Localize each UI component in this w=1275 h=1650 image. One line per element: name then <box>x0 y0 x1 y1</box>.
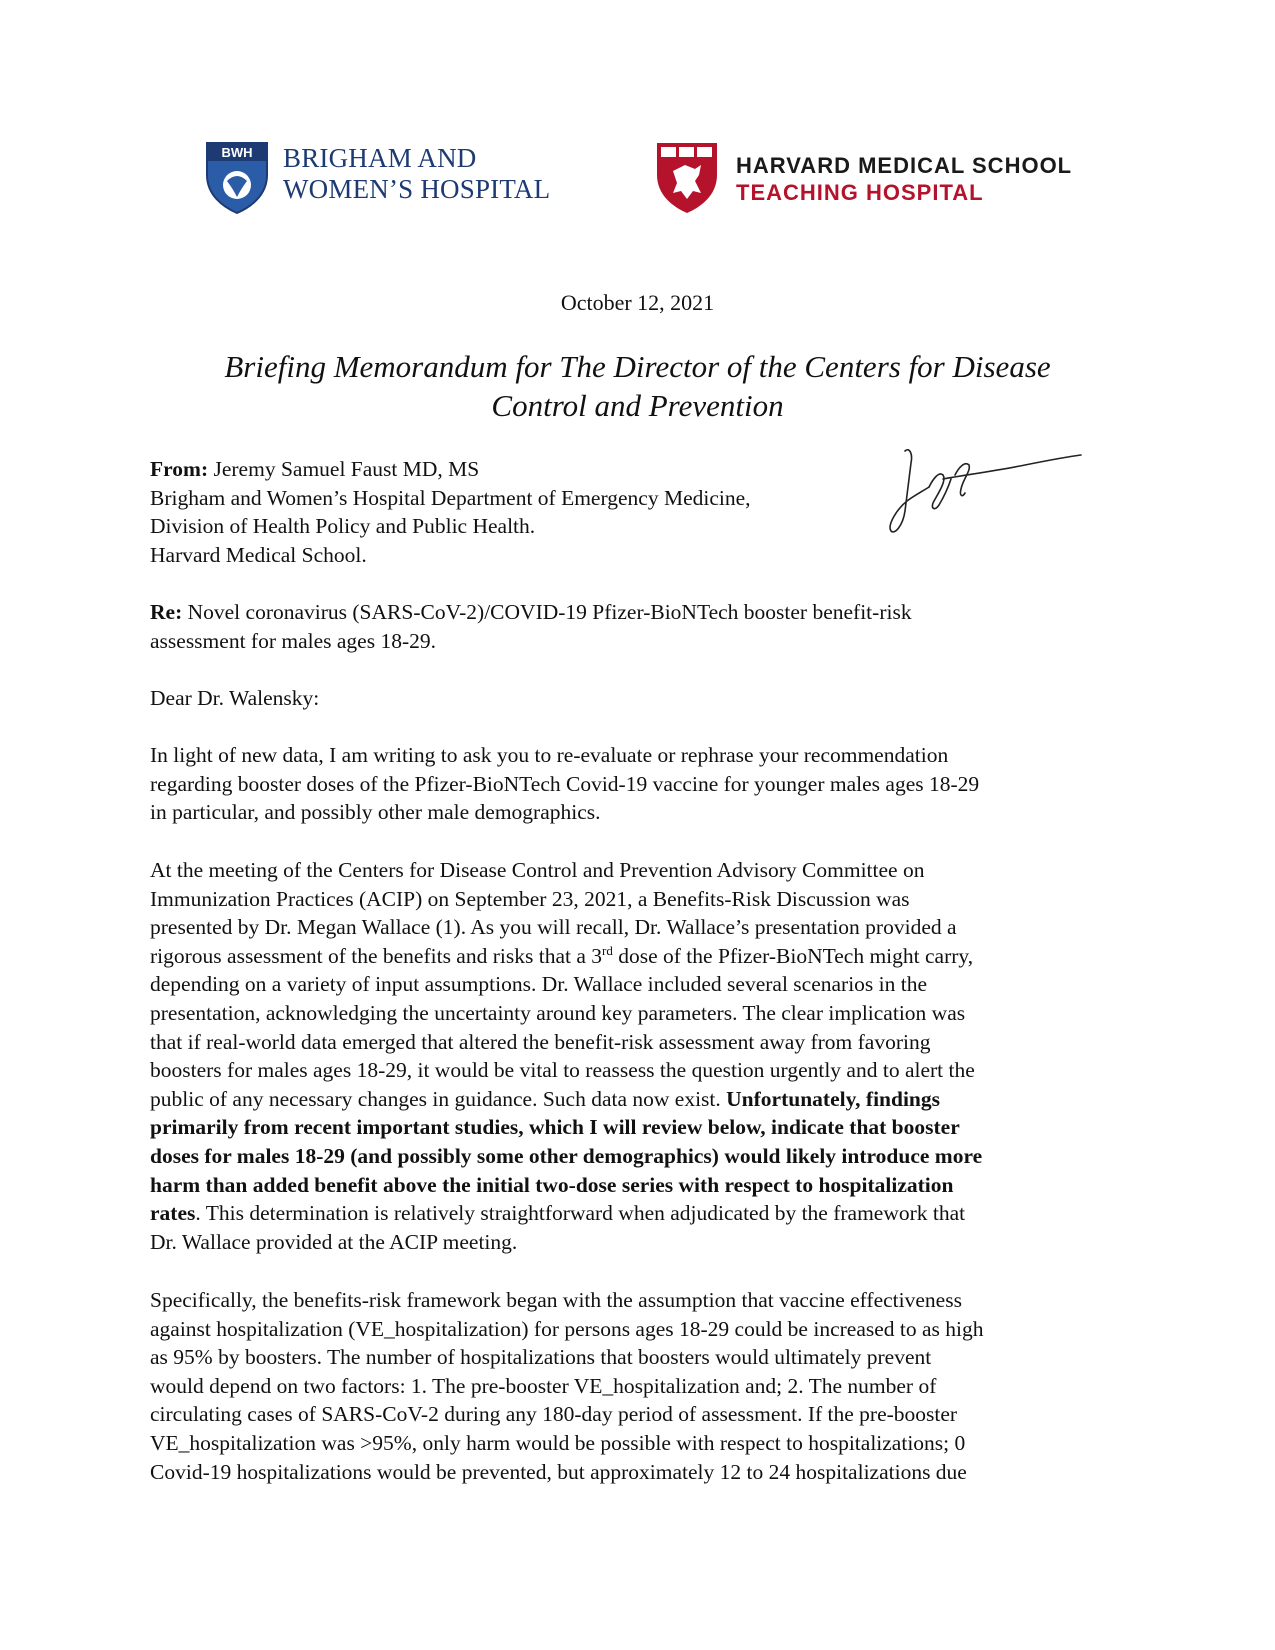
bold-line: primarily from recent important studies, which I will review below, indicate that booster <box>150 1115 960 1140</box>
paragraph-line: against hospitalization (VE_hospitalization) for persons ages 18-29 could be increased to as high <box>150 1316 984 1341</box>
paragraph-line: circulating cases of SARS-CoV-2 during any 180-day period of assessment. If the pre-booster <box>150 1402 958 1427</box>
paragraph-line <box>150 1085 1125 1114</box>
paragraph-line: VE_hospitalization was >95%, only harm would be possible with respect to hospitalizations; 0 <box>150 1430 966 1455</box>
bold-line: doses for males 18-29 (and possibly some other demographics) would likely introduce more <box>150 1143 983 1168</box>
paragraph-line: Covid-19 hospitalizations would be prevented, but approximately 12 to 24 hospitalizations due <box>150 1459 967 1484</box>
re-line: assessment for males ages 18-29. <box>150 628 436 653</box>
salutation: Dear Dr. Walensky: <box>150 686 320 710</box>
re-block <box>150 598 1125 655</box>
bold-line: harm than added benefit above the initial two-dose series with respect to hospitalization <box>150 1172 954 1197</box>
text-segment: . This determination is relatively straightforward when adjudicated by the framework that <box>195 1201 966 1226</box>
bwh-logo-line2: WOMEN’S HOSPITAL <box>283 174 551 204</box>
paragraph-3 <box>150 1286 1125 1486</box>
bwh-logo <box>205 141 565 217</box>
re-line: Novel coronavirus (SARS-CoV-2)/COVID-19 Pfizer-BioNTech booster benefit-risk <box>182 600 912 624</box>
paragraph-line: would depend on two factors: 1. The pre-booster VE_hospitalization and; 2. The number of <box>150 1373 937 1398</box>
harvard-shield-icon <box>655 141 719 215</box>
paragraph-line: Specifically, the benefits-risk framework began with the assumption that vaccine effectiveness <box>150 1288 962 1312</box>
from-line: Brigham and Women’s Hospital Department of Emergency Medicine, <box>150 485 751 510</box>
superscript: rd <box>602 942 613 958</box>
title-line-1: Briefing Memorandum for The Director of the Centers for Disease <box>224 349 1051 384</box>
paragraph-line: boosters for males ages 18-29, it would be vital to reassess the question urgently and to alert the <box>150 1058 975 1083</box>
bwh-badge-text: BWH <box>221 145 253 160</box>
hms-logo <box>655 141 1095 217</box>
hms-logo-line1: HARVARD MEDICAL SCHOOL <box>736 153 1073 178</box>
paragraph-line: as 95% by boosters. The number of hospitalizations that boosters would ultimately prevent <box>150 1345 932 1370</box>
paragraph-line <box>150 1199 1125 1228</box>
text-segment: public of any necessary changes in guidance. Such data now exist. <box>150 1086 727 1111</box>
bold-segment: rates <box>150 1201 196 1226</box>
paragraph-1 <box>150 741 1125 827</box>
paragraph-line: At the meeting of the Centers for Disease Control and Prevention Advisory Committee on <box>150 858 925 882</box>
paragraph-line: presented by Dr. Megan Wallace (1). As you will recall, Dr. Wallace’s presentation provided a <box>150 915 957 940</box>
text-segment: rigorous assessment of the benefits and risks that a 3 <box>150 943 603 968</box>
bold-segment: Unfortunately, findings <box>726 1086 941 1111</box>
from-line: Harvard Medical School. <box>150 542 367 567</box>
paragraph-line: that if real-world data emerged that altered the benefit-risk assessment away from favoring <box>150 1029 931 1054</box>
paragraph-line <box>150 942 1125 971</box>
re-label: Re: <box>150 600 183 624</box>
from-block <box>150 455 870 569</box>
handwritten-signature <box>885 445 1085 545</box>
from-label: From: <box>150 457 209 481</box>
paragraph-2 <box>150 856 1125 1256</box>
paragraph-line: In light of new data, I am writing to ask you to re-evaluate or rephrase your recommendation <box>150 743 949 767</box>
title-line-2: Control and Prevention <box>491 388 784 423</box>
bwh-shield-icon <box>205 141 269 215</box>
memo-date: October 12, 2021 <box>560 290 715 315</box>
from-line: Division of Health Policy and Public Health. <box>150 514 536 539</box>
paragraph-line: depending on a variety of input assumptions. Dr. Wallace included several scenarios in the <box>150 972 928 997</box>
hms-logo-line2: TEACHING HOSPITAL <box>736 180 984 205</box>
from-line: Jeremy Samuel Faust MD, MS <box>208 457 480 481</box>
paragraph-line: Immunization Practices (ACIP) on September 23, 2021, a Benefits-Risk Discussion was <box>150 886 910 911</box>
bwh-logo-line1: BRIGHAM AND <box>283 143 477 173</box>
memo-title <box>150 347 1125 425</box>
paragraph-line: presentation, acknowledging the uncertainty around key parameters. The clear implication was <box>150 1000 966 1025</box>
paragraph-line: Dr. Wallace provided at the ACIP meeting. <box>150 1229 518 1254</box>
paragraph-line: regarding booster doses of the Pfizer-BioNTech Covid-19 vaccine for younger males ages 18-29 <box>150 771 980 796</box>
paragraph-line: in particular, and possibly other male demographics. <box>150 800 601 825</box>
text-segment: dose of the Pfizer-BioNTech might carry, <box>612 943 974 968</box>
